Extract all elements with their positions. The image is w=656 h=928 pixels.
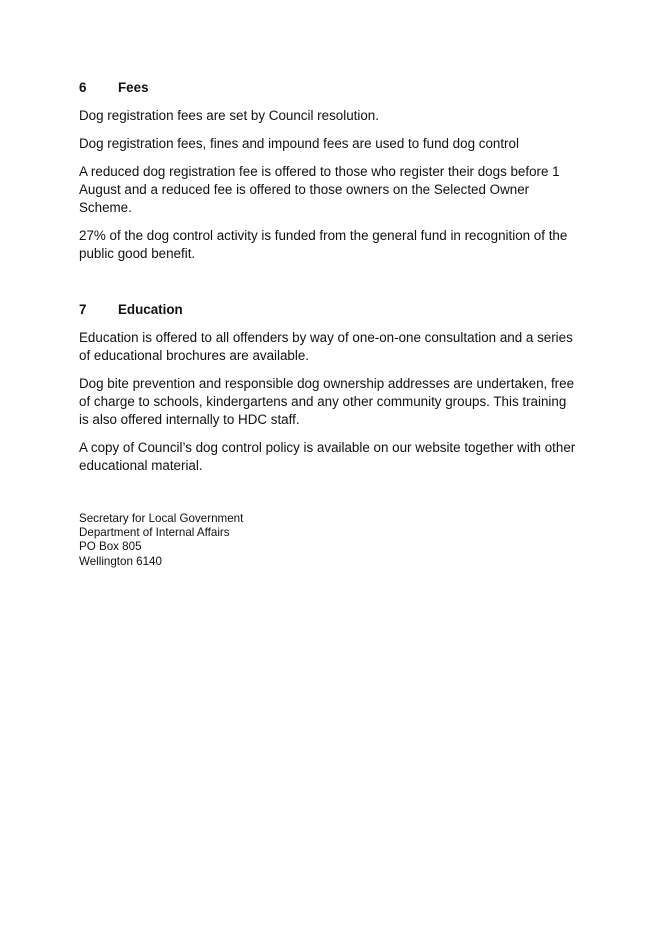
section-education bbox=[79, 301, 579, 475]
paragraph: A reduced dog registration fee is offered to those who register their dogs before 1 August and a reduced fee is offered to those owners on the Selected Owner Scheme. bbox=[79, 164, 560, 215]
paragraph: Dog registration fees are set by Council resolution. bbox=[79, 108, 379, 123]
section-number: 6 bbox=[79, 80, 87, 95]
address-block bbox=[79, 512, 579, 569]
section-heading bbox=[79, 79, 579, 96]
section-fees bbox=[79, 79, 579, 263]
paragraph: Dog bite prevention and responsible dog ownership addresses are undertaken, free of charge to schools, kindergartens and any other community groups. This training is also offered internally to HDC staff. bbox=[79, 376, 575, 427]
section-spacer bbox=[79, 273, 579, 301]
section-title: Education bbox=[118, 302, 183, 317]
paragraph: Education is offered to all offenders by way of one-on-one consultation and a series of educational brochures are available. bbox=[79, 330, 573, 363]
address-line: Wellington 6140 bbox=[79, 554, 162, 568]
paragraph: 27% of the dog control activity is funded from the general fund in recognition of the public good benefit. bbox=[79, 228, 568, 261]
paragraph: Dog registration fees, fines and impound fees are used to fund dog control bbox=[79, 136, 519, 151]
section-title: Fees bbox=[118, 80, 149, 95]
section-heading bbox=[79, 301, 579, 318]
paragraph: A copy of Council’s dog control policy is available on our website together with other educational material. bbox=[79, 440, 576, 473]
document-page bbox=[79, 79, 579, 569]
address-line: Department of Internal Affairs bbox=[79, 526, 230, 540]
address-line: PO Box 805 bbox=[79, 540, 142, 554]
address-line: Secretary for Local Government bbox=[79, 512, 244, 525]
section-number: 7 bbox=[79, 302, 87, 317]
